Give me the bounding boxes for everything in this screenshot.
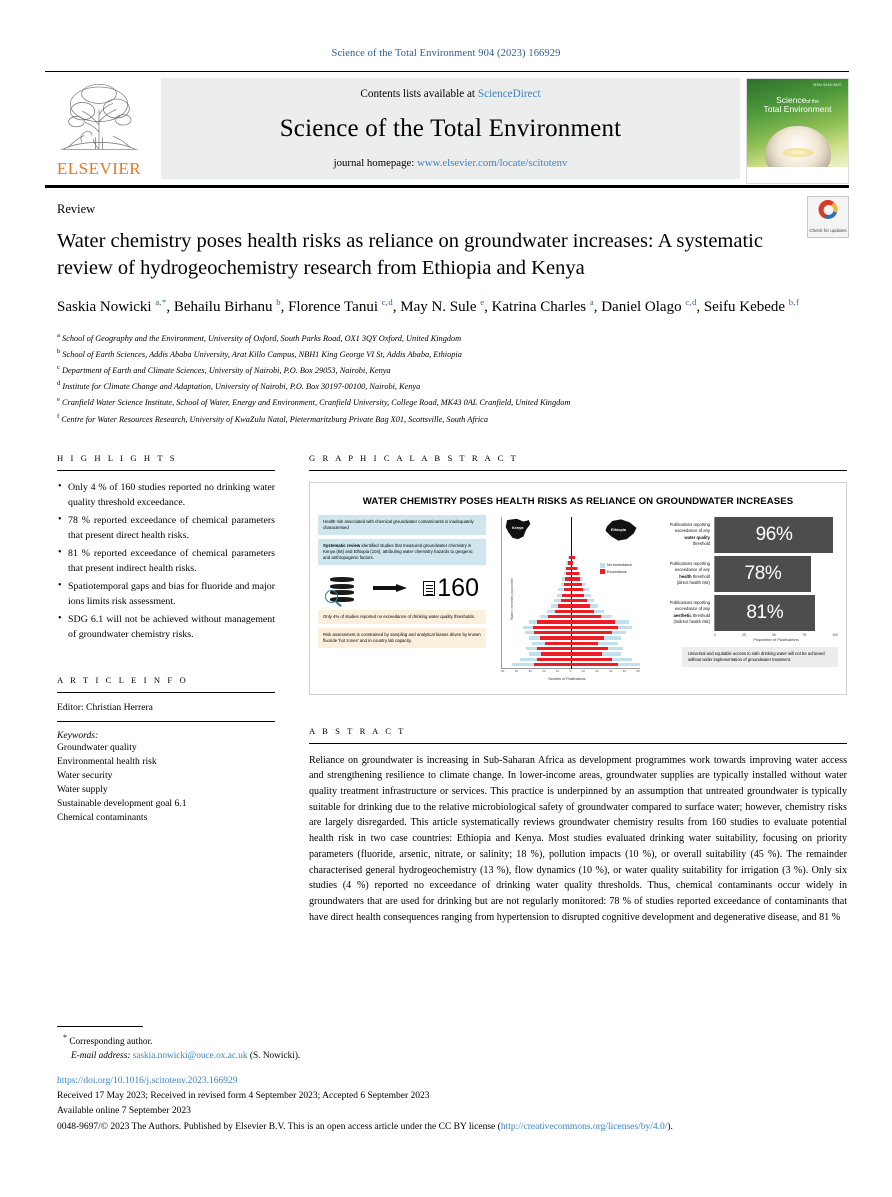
- ga-note-2-rest: identified studies that measured groundwater chemistry in Kenya (56) and Ethiopia (104), attributing water chemistry hazards to geogenic and anthropogenic factors.: [323, 542, 473, 560]
- ga-database-row: [318, 569, 486, 606]
- pyramid-row: [501, 583, 640, 586]
- bar-left-exceedance: [534, 663, 570, 666]
- bar-left-exceedance: [545, 642, 570, 645]
- highlights-section: [57, 453, 275, 642]
- graphical-abstract-title: WATER CHEMISTRY POSES HEALTH RISKS AS RELIANCE ON GROUNDWATER INCREASES: [362, 495, 794, 507]
- pyramid-x-ticks: [501, 669, 640, 674]
- cover-title: [747, 96, 848, 115]
- article-info-heading: A R T I C L E I N F O: [57, 675, 189, 685]
- proportion-bar-track: [714, 556, 838, 592]
- bar-right-exceedance: [571, 626, 618, 629]
- bar-left-exceedance: [564, 588, 571, 591]
- cover-title-line2: Total Environment: [763, 104, 832, 115]
- proportion-row-label: Publications reporting exceedance of any water quality threshold: [669, 522, 710, 546]
- ga-note-4: Risk assessment is constrained by sampling and analytical biases driven by known fluoride 'hot zones' and in-country lab capacity.: [318, 628, 486, 648]
- legend-item-exceedance: Exceedance: [600, 569, 632, 574]
- proportion-value-label: 78%: [744, 562, 782, 584]
- asterisk-icon: *: [63, 1033, 67, 1043]
- email-link[interactable]: saskia.nowicki@ouce.ox.ac.uk: [132, 1050, 248, 1061]
- bar-left-exceedance: [541, 652, 570, 655]
- elsevier-tree-icon: [55, 80, 143, 158]
- pyramid-tick: 40: [622, 668, 627, 673]
- editor-line: Editor: Christian Herrera: [57, 702, 153, 713]
- abstract-section: [309, 726, 847, 926]
- proportion-bar: [715, 595, 815, 631]
- copyright-line: [57, 1120, 847, 1135]
- doi-link[interactable]: https://doi.org/10.1016/j.scitotenv.2023.166929: [57, 1075, 238, 1086]
- elsevier-wordmark: ELSEVIER: [56, 159, 142, 178]
- pyramid-x-axis-label: Number of Publications: [548, 676, 586, 681]
- bar-right-exceedance: [571, 577, 581, 580]
- affiliation-b: $^b$ School of Earth Sciences, Addis Ababa University, Arat Killo Campus, NBH1 King George VI St, Addis Ababa, Ethiopia: [57, 348, 462, 360]
- pyramid-row: [501, 604, 640, 607]
- pyramid-row: [501, 626, 640, 629]
- elsevier-logo: [45, 78, 153, 179]
- pyramid-row: [501, 636, 640, 639]
- crossmark-icon: [819, 200, 838, 219]
- pyramid-y-axis-label: Water chemistry parameter: [510, 577, 515, 620]
- corresponding-author-note: [57, 1032, 847, 1050]
- graphical-abstract-divider: [309, 470, 847, 471]
- cover-footer-band: [747, 167, 848, 183]
- highlight-item: • 81 % reported exceedance of chemical parameters that present indirect health risks.: [57, 546, 275, 576]
- homepage-line: [334, 157, 568, 169]
- article-header: [57, 202, 847, 427]
- running-head: Science of the Total Environment 904 (2023) 166929: [331, 48, 561, 59]
- proportion-value-label: 81%: [746, 601, 784, 623]
- bar-left-exceedance: [534, 631, 570, 634]
- copyright-text: 0048-9697/© 2023 The Authors. Published by Elsevier B.V. This is an open access article under the CC BY license (: [57, 1121, 501, 1132]
- proportion-tick: 50: [772, 632, 776, 637]
- bar-right-exceedance: [571, 556, 575, 559]
- database-search-icon: [325, 574, 357, 602]
- affiliation-list: [57, 330, 847, 426]
- bar-right-exceedance: [571, 583, 582, 586]
- pyramid-tick: 30: [528, 668, 532, 673]
- proportion-row: [648, 556, 838, 592]
- bar-right-exceedance: [571, 631, 613, 634]
- proportion-row: [648, 595, 838, 631]
- ga-note-3: Only 4% of studies reported no exceedance of drinking water quality thresholds.: [318, 610, 486, 624]
- cover-title-line1: Science: [776, 95, 807, 105]
- author-list: Saskia Nowicki $^{a, *}$, Behailu Birhanu $^b$, Florence Tanui $^{c, d}$, May N. Sule $^e$, Katrina Charles $^a$, Daniel Olago $^{c, d}$, Seifu Kebede $^{b, f}$: [57, 297, 799, 316]
- keywords-list: [57, 741, 275, 826]
- received-dates: Received 17 May 2023; Received in revised form 4 September 2023; Accepted 6 September 2023: [57, 1090, 430, 1101]
- legend-item-no-exceedance: No exceedance: [600, 563, 632, 568]
- email-line: [57, 1051, 847, 1061]
- pyramid-row: [501, 577, 640, 580]
- ga-footer-note: Universal and equitable access to safe drinking water will not be achieved without wider implementation of groundwater treatment.: [682, 647, 838, 667]
- pyramid-tick: 20: [595, 668, 599, 673]
- pyramid-row: [501, 610, 640, 613]
- arrow-right-icon: [373, 584, 407, 593]
- cover-title-of: of the: [806, 99, 819, 105]
- pyramid-row: [501, 642, 640, 645]
- proportion-row-label: Publications reporting exceedance of any health threshold (direct health risk): [669, 561, 710, 585]
- bar-left-exceedance: [562, 594, 570, 597]
- pyramid-plot-area: [501, 517, 640, 669]
- proportion-bar-track: [714, 517, 838, 553]
- article-type: Review: [57, 202, 96, 216]
- affiliation-a: $^a$ School of Geography and the Environment, University of Oxford, South Parks Road, OX1 3QY Oxford, United Kingdom: [57, 332, 462, 344]
- page-footer: [57, 1026, 847, 1135]
- keyword-item: Water security: [57, 770, 113, 782]
- pyramid-tick: 10: [555, 668, 560, 673]
- cc-license-link[interactable]: http://creativecommons.org/licenses/by/4.0/: [500, 1121, 668, 1132]
- affiliation-c: $^c$ Department of Earth and Climate Sciences, University of Nairobi, P.O. Box 29053, Nairobi, Kenya: [57, 364, 391, 376]
- pyramid-row: [501, 663, 640, 666]
- keywords-label: Keywords:: [57, 730, 99, 741]
- bar-left-exceedance: [555, 610, 570, 613]
- article-info-section: [57, 675, 275, 826]
- keywords-block: [57, 722, 275, 826]
- bar-left-exceedance: [537, 658, 570, 661]
- homepage-prefix: journal homepage:: [333, 157, 415, 169]
- keyword-item: Water supply: [57, 784, 108, 796]
- proportion-row: [648, 517, 838, 553]
- bar-right-exceedance: [571, 604, 590, 607]
- pyramid-tick: 50: [636, 668, 640, 673]
- bar-right-exceedance: [571, 594, 585, 597]
- ga-note-2: [318, 539, 486, 565]
- affiliation-f: $^f$ Centre for Water Resources Research, University of KwaZulu Natal, Pietermaritzburg Private Bag X01, Scottsville, South Africa: [57, 412, 488, 424]
- pyramid-tick: 50: [501, 668, 505, 673]
- abstract-heading: A B S T R A C T: [309, 725, 407, 736]
- keyword-item: Chemical contaminants: [57, 812, 148, 824]
- ga-count-value: 160: [437, 573, 479, 602]
- bar-left-exceedance: [540, 636, 571, 639]
- proportion-row-label: Publications reporting exceedance of any aesthetic threshold (indirect health risk): [669, 600, 710, 624]
- pyramid-row: [501, 615, 640, 618]
- masthead-divider: [45, 185, 849, 188]
- pyramid-row: [501, 588, 640, 591]
- bar-right-exceedance: [571, 572, 579, 575]
- highlight-item: • 78 % reported exceedance of chemical parameters that present direct health risks.: [57, 513, 275, 543]
- bar-right-exceedance: [571, 561, 574, 564]
- ga-document-count: [423, 573, 479, 602]
- proportion-bar: [715, 517, 833, 553]
- affiliation-d: $^d$ Institute for Climate Change and Adaptation, University of Nairobi, P.O. Box 30197-00100, Nairobi, Kenya: [57, 380, 421, 392]
- pyramid-row: [501, 572, 640, 575]
- proportion-x-axis-label: Proportion of Publications: [753, 636, 799, 642]
- journal-band: [161, 78, 740, 179]
- available-online: Available online 7 September 2023: [57, 1106, 191, 1117]
- pyramid-row: [501, 631, 640, 634]
- bar-left-exceedance: [558, 604, 571, 607]
- pyramid-tick: 30: [609, 668, 613, 673]
- copyright-suffix: ).: [667, 1121, 673, 1132]
- highlight-item: • SDG 6.1 will not be achieved without management of groundwater chemistry risks.: [57, 612, 275, 642]
- proportion-bar: [715, 556, 811, 592]
- pyramid-row: [501, 647, 640, 650]
- proportion-tick: 100: [832, 632, 838, 637]
- page-title: Water chemistry poses health risks as reliance on groundwater increases: A systematic review of hydrogeochemistry research from Ethiopia and Kenya: [57, 230, 763, 280]
- corresponding-author-text: Corresponding author.: [69, 1037, 153, 1048]
- crossmark-label: Check for updates: [809, 228, 847, 234]
- ga-note-2-bold: Systematic review: [323, 542, 361, 548]
- highlight-item: • Spatiotemporal gaps and bias for fluoride and major ions limits risk assessment.: [57, 579, 275, 609]
- abstract-text: Reliance on groundwater is increasing in Sub-Saharan Africa as development programmes work towards improving water access and strengthening resilience to climate change. In lower-income areas, groundwater supplies are typically installed without water quality treatment infrastructure or services. This practice is underpinned by an assumption that untreated groundwater is typically suitable for drinking due to the relative microbiological safety of groundwater compared to surface water; however, chemistry risks are largely disregarded. This article systematically reviews groundwater chemistry results from 160 studies to evaluate potential health risk in two case countries: Ethiopia and Kenya. Most studies evaluated drinking water suitability, focusing on priority parameters (fluoride, arsenic, nitrate, or salinity; 18 %), pollution impacts (10 %), or overall suitability (45 %). The remainder characterised general hydrogeochemistry (13 %), flow dynamics (10 %), or water quality suitability for irrigation (3 %). Only six studies (4 %) reported no exceedance of drinking water quality thresholds. Thus, chemical contaminants occur widely in groundwaters that are used for drinking but are not regularly monitored: 78 % of studies reported exceedance of contaminants that have direct health consequences ranging from hypertension to disrupted cognitive development and degenerative disease, and 81 %: [309, 754, 847, 923]
- graphical-abstract-figure: [309, 482, 847, 695]
- proportion-tick: 25: [742, 632, 746, 637]
- bar-right-exceedance: [571, 636, 604, 639]
- abstract-divider: [309, 743, 847, 744]
- journal-masthead: [45, 71, 849, 179]
- contents-line: [360, 88, 540, 100]
- journal-title: Science of the Total Environment: [279, 114, 622, 142]
- bar-right-exceedance: [571, 620, 615, 623]
- pyramid-row: [501, 652, 640, 655]
- journal-cover-thumbnail: [746, 78, 849, 184]
- bar-left-exceedance: [548, 615, 570, 618]
- ga-notes-column: [318, 515, 486, 683]
- bar-right-exceedance: [571, 652, 603, 655]
- pyramid-row: [501, 599, 640, 602]
- sciencedirect-link[interactable]: ScienceDirect: [477, 88, 541, 100]
- proportion-tick: 75: [802, 632, 807, 637]
- bar-left-exceedance: [533, 626, 571, 629]
- publication-pyramid-chart: [492, 515, 642, 683]
- ga-note-1: Health risk associated with chemical groundwater contaminants is inadequately characterised: [318, 515, 486, 535]
- bar-right-exceedance: [571, 663, 618, 666]
- bar-right-exceedance: [571, 642, 599, 645]
- pyramid-tick: 10: [581, 668, 585, 673]
- bar-right-exceedance: [571, 658, 613, 661]
- proportion-chart: [648, 515, 838, 683]
- pyramid-center-axis: [571, 517, 572, 669]
- bar-left-exceedance: [564, 583, 571, 586]
- pyramid-row: [501, 556, 640, 559]
- proportion-bar-track: [714, 595, 838, 631]
- publication-metadata: [57, 1074, 847, 1136]
- pyramid-tick: 0: [569, 668, 572, 673]
- document-icon: [423, 581, 435, 596]
- pyramid-tick: 20: [542, 668, 546, 673]
- email-label: E-mail address:: [71, 1050, 131, 1061]
- keyword-item: Groundwater quality: [57, 742, 137, 753]
- pyramid-row: [501, 658, 640, 661]
- cover-issn: ISSN 0048-9697: [812, 83, 842, 87]
- proportion-value-label: 96%: [755, 523, 793, 545]
- ethiopia-map-label: Ethiopia: [611, 527, 626, 532]
- bar-right-exceedance: [571, 610, 595, 613]
- contents-prefix: Contents lists available at: [360, 88, 476, 100]
- graphical-abstract-heading: G R A P H I C A L A B S T R A C T: [309, 452, 519, 463]
- pyramid-row: [501, 567, 640, 570]
- highlights-list: [57, 480, 275, 642]
- pyramid-tick: 40: [514, 668, 519, 673]
- bar-right-exceedance: [571, 588, 584, 591]
- keyword-item: Environmental health risk: [57, 756, 157, 768]
- bar-left-exceedance: [537, 620, 570, 623]
- pyramid-row: [501, 561, 640, 564]
- bar-left-exceedance: [561, 599, 571, 602]
- proportion-tick: 0: [714, 632, 716, 637]
- journal-homepage-link[interactable]: www.elsevier.com/locate/scitotenv: [416, 157, 568, 169]
- pyramid-row: [501, 594, 640, 597]
- kenya-map-label: Kenya: [512, 525, 524, 530]
- graphical-abstract-section: [309, 453, 847, 695]
- bar-right-exceedance: [571, 647, 609, 650]
- highlight-item: • Only 4 % of 160 studies reported no drinking water quality threshold exceedance.: [57, 480, 275, 510]
- affiliation-e: $^e$ Cranfield Water Science Institute, School of Water, Energy and Environment, Cranfield University, College Road, MK43 0AL Cranfield, United Kingdom: [57, 396, 571, 408]
- email-suffix: (S. Nowicki).: [249, 1050, 301, 1061]
- crossmark-badge[interactable]: [807, 196, 849, 238]
- bar-right-exceedance: [571, 567, 578, 570]
- bar-left-exceedance: [537, 647, 570, 650]
- keyword-item: Sustainable development goal 6.1: [57, 798, 187, 810]
- pyramid-row: [501, 620, 640, 623]
- highlights-heading: H I G H L I G H T S: [57, 452, 178, 463]
- highlights-divider: [57, 470, 275, 471]
- footnote-divider: [57, 1026, 143, 1027]
- bar-right-exceedance: [571, 615, 602, 618]
- magnifier-icon: [325, 590, 338, 603]
- bar-right-exceedance: [571, 599, 588, 602]
